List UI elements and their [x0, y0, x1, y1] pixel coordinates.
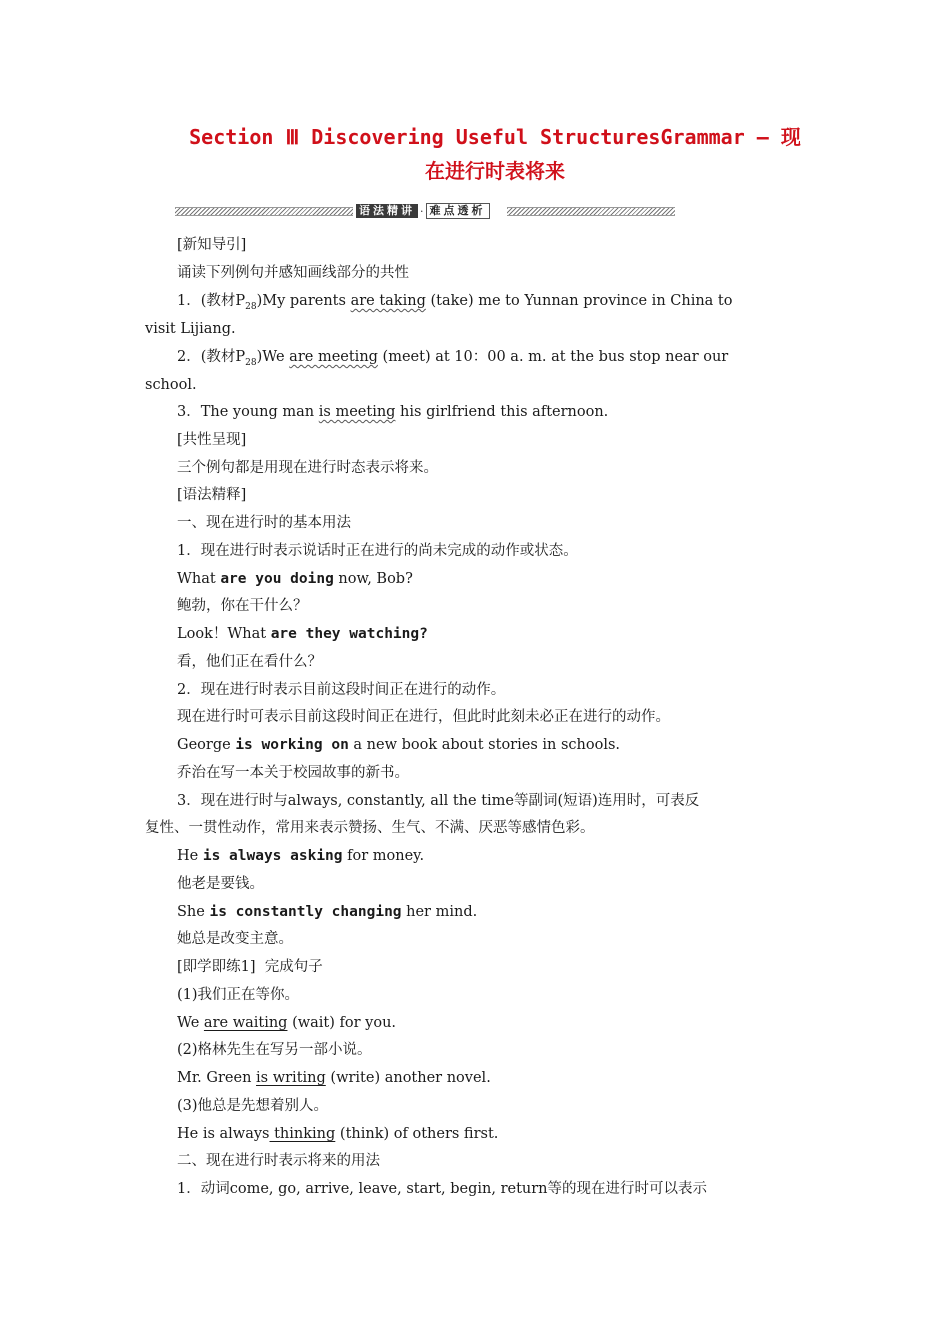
practice-question-2: (2)格林先生在写另一部小说。 — [177, 1042, 372, 1058]
practice-heading: [即学即练1] 完成句子 — [177, 959, 323, 975]
banner-left-rule — [175, 207, 353, 216]
intro-text: 诵读下列例句并感知画线部分的共性 — [177, 265, 409, 281]
example-2-underlined: are meeting — [289, 349, 378, 365]
example-2-continued: school. — [145, 377, 197, 393]
intro-heading: [新知导引] — [177, 237, 247, 253]
document-title-line-1: Section Ⅲ Discovering Useful StructuresGrammar — 现 — [189, 125, 801, 149]
example-1-underlined: are taking — [350, 293, 426, 309]
rule-1-1-translation-2: 看，他们正在看什么？ — [177, 654, 322, 670]
example-3: 3．The young man is meeting his girlfriend this afternoon. — [177, 404, 609, 420]
banner-separator: · — [420, 204, 424, 218]
example-3-underlined: is meeting — [318, 404, 396, 420]
rule-1-1-translation-1: 鲍勃，你在干什么？ — [177, 598, 308, 614]
document-title-line-2: 在进行时表将来 — [425, 159, 565, 183]
common-heading: [共性呈现] — [177, 432, 247, 448]
common-text: 三个例句都是用现在进行时态表示将来。 — [177, 460, 438, 476]
part-1-title: 一、现在进行时的基本用法 — [177, 515, 351, 531]
example-1: 1．(教材$P_{28})My$ parents are taking (take) me to Yunnan province in China to — [177, 293, 733, 312]
practice-answer-3: He is always thinking (think) of others first. — [177, 1126, 499, 1142]
banner-label-grammar: 语法精讲 — [356, 204, 418, 218]
practice-question-1: (1)我们正在等你。 — [177, 987, 300, 1003]
rule-2-1: 1．动词come, go, arrive, leave, start, begin, return等的现在进行时可以表示 — [177, 1181, 708, 1197]
rule-1-2-note: 现在进行时可表示目前这段时间正在进行，但此时此刻未必正在进行的动作。 — [177, 709, 670, 725]
rule-1-1-example-2: Look！What are they watching? — [177, 626, 428, 642]
rule-1-3-example-2: She is constantly changing her mind. — [177, 904, 478, 920]
practice-answer-1: We are waiting (wait) for you. — [177, 1015, 397, 1031]
answer-blank-3: thinking — [269, 1126, 336, 1142]
rule-1-3-translation-1: 他老是要钱。 — [177, 876, 264, 892]
rule-1-2: 2．现在进行时表示目前这段时间正在进行的动作。 — [177, 682, 506, 698]
practice-answer-2: Mr. Green is writing (write) another novel. — [177, 1070, 491, 1086]
part-2-title: 二、现在进行时表示将来的用法 — [177, 1153, 380, 1169]
answer-blank-1: are waiting — [203, 1015, 288, 1031]
grammar-heading: [语法精释] — [177, 487, 247, 503]
rule-1-3-example-1: He is always asking for money. — [177, 848, 425, 864]
rule-1-3: 3．现在进行时与always, constantly, all the time等副词(短语)连用时，可表反 — [177, 793, 700, 809]
example-1-continued: visit Lijiang. — [145, 321, 236, 337]
rule-1-2-example: George is working on a new book about stories in schools. — [177, 737, 621, 753]
example-2: 2．(教材$P_{28})We$ are meeting (meet) at 10：00 a. m. at the bus stop near our — [177, 349, 729, 368]
rule-1-1-example-1: What are you doing now, Bob? — [177, 571, 413, 587]
rule-1-2-translation: 乔治在写一本关于校园故事的新书。 — [177, 765, 409, 781]
rule-1-3-translation-2: 她总是改变主意。 — [177, 931, 293, 947]
rule-1-3-continued: 复性、一贯性动作，常用来表示赞扬、生气、不满、厌恶等感情色彩。 — [145, 820, 595, 836]
banner-label-difficulty: 难点透析 — [426, 203, 490, 219]
banner-label-group — [356, 203, 490, 219]
rule-1-1: 1．现在进行时表示说话时正在进行的尚未完成的动作或状态。 — [177, 543, 578, 559]
banner-right-rule — [507, 207, 675, 216]
section-banner — [175, 203, 675, 219]
practice-question-3: (3)他总是先想着别人。 — [177, 1098, 329, 1114]
answer-blank-2: is writing — [256, 1070, 326, 1086]
